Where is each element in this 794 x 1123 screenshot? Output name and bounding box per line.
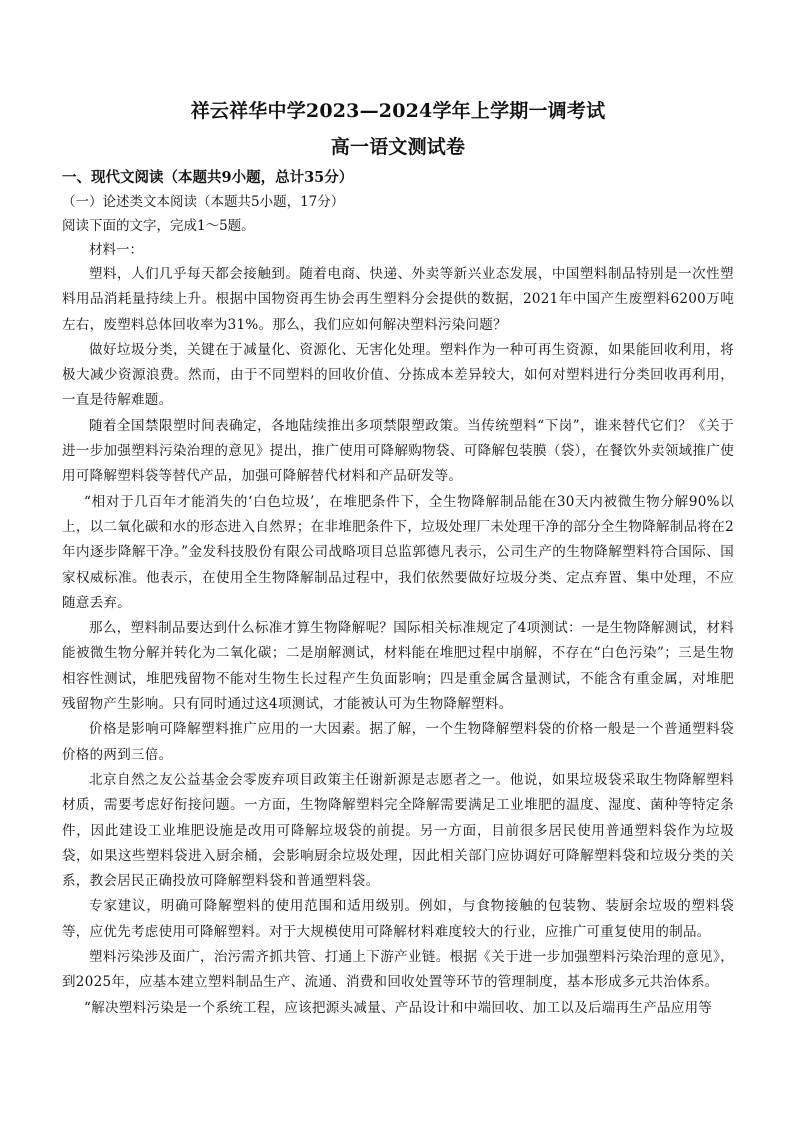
paragraph-9: 塑料污染涉及面广，治污需齐抓共管、打通上下游产业链。根据《关于进一步加强塑料污染治理的意见》，到2025年，应基本建立塑料制品生产、流通、消费和回收处置等环节的管理制度，基本形成多元共治体系。 <box>62 949 734 991</box>
material-label: 材料一： <box>89 242 143 258</box>
paragraph-3: 随着全国禁限塑时间表确定，各地陆续推出多项禁限塑政策。当传统塑料“下岗”，谁来替代它们？《关于进一步加强塑料污染治理的意见》提出，推广使用可降解购物袋、可降解包装膜（袋），在餐饮外卖领域推广使用可降解塑料袋等替代产品，加强可降解替代材料和产品研发等。 <box>62 417 734 485</box>
section-heading: 一、现代文阅读（本题共9小题，总计35分） <box>62 169 354 186</box>
exam-subtitle: 高一语文测试卷 <box>330 136 466 158</box>
exam-title: 祥云祥华中学2023—2024学年上学期一调考试 <box>190 100 606 122</box>
paragraph-1: 塑料，人们几乎每天都会接触到。随着电商、快递、外卖等新兴业态发展，中国塑料制品特别是一次性塑料用品消耗量持续上升。根据中国物资再生协会再生塑料分会提供的数据，2021年中国产生废塑料6200万吨左右，废塑料总体回收率为31%。那么，我们应如何解决塑料污染问题？ <box>62 266 734 333</box>
paragraph-8: 专家建议，明确可降解塑料的使用范围和适用级别。例如，与食物接触的包装物、装厨余垃圾的塑料袋等，应优先考虑使用可降解塑料。对于大规模使用可降解材料难度较大的行业，应推广可重复使用的制品。 <box>62 898 734 940</box>
subsection-heading: （一）论述类文本阅读（本题共5小题，17分） <box>62 194 345 210</box>
paragraph-5: 那么，塑料制品要达到什么标准才算生物降解呢？国际相关标准规定了4项测试：一是生物降解测试，材料能被微生物分解并转化为二氧化碳；二是崩解测试，材料能在堆肥过程中崩解，不存在“白色污染”；三是生物相容性测试，堆肥残留物不能对生物生长过程产生负面影响；四是重金属含量测试，不能含有重金属，对堆肥残留物产生影响。只有同时通过这4项测试，才能被认可为生物降解塑料。 <box>62 620 734 713</box>
reading-instruction: 阅读下面的文字，完成1～5题。 <box>62 218 255 234</box>
paragraph-2: 做好垃圾分类，关键在于减量化、资源化、无害化处理。塑料作为一种可再生资源，如果能回收利用，将极大减少资源浪费。然而，由于不同塑料的回收价值、分拣成本差异较大，如何对塑料进行分类回收再利用，一直是待解难题。 <box>62 341 734 409</box>
paragraph-6: 价格是影响可降解塑料推广应用的一大因素。据了解，一个生物降解塑料袋的价格一般是一个普通塑料袋价格的两到三倍。 <box>62 721 734 763</box>
paragraph-4: “相对于几百年才能消失的‘白色垃圾’，在堆肥条件下，全生物降解制品能在30天内被微生物分解90%以上，以二氧化碳和水的形态进入自然界；在非堆肥条件下，垃圾处理厂未处理干净的部分全生物降解制品将在2年内逐步降解干净。”金发科技股份有限公司战略项目总监郭德凡表示，公司生产的生物降解塑料符合国际、国家权威标准。他表示，在使用全生物降解制品过程中，我们依然要做好垃圾分类、定点弃置、集中处理，不应随意丢弃。 <box>62 493 734 611</box>
paragraph-7: 北京自然之友公益基金会零废弃项目政策主任谢新源是志愿者之一。他说，如果垃圾袋采取生物降解塑料材质，需要考虑好衔接问题。一方面，生物降解塑料完全降解需要满足工业堆肥的温度、湿度、菌种等特定条件，因此建设工业堆肥设施是改用可降解垃圾袋的前提。另一方面，目前很多居民使用普通塑料袋作为垃圾袋，如果这些塑料袋进入厨余桶，会影响厨余垃圾处理，因此相关部门应协调好可降解塑料袋和垃圾分类的关系，教会居民正确投放可降解塑料袋和普通塑料袋。 <box>62 771 734 890</box>
paragraph-10: “解决塑料污染是一个系统工程，应该把源头减量、产品设计和中端回收、加工以及后端再生产品应用等 <box>84 999 713 1016</box>
